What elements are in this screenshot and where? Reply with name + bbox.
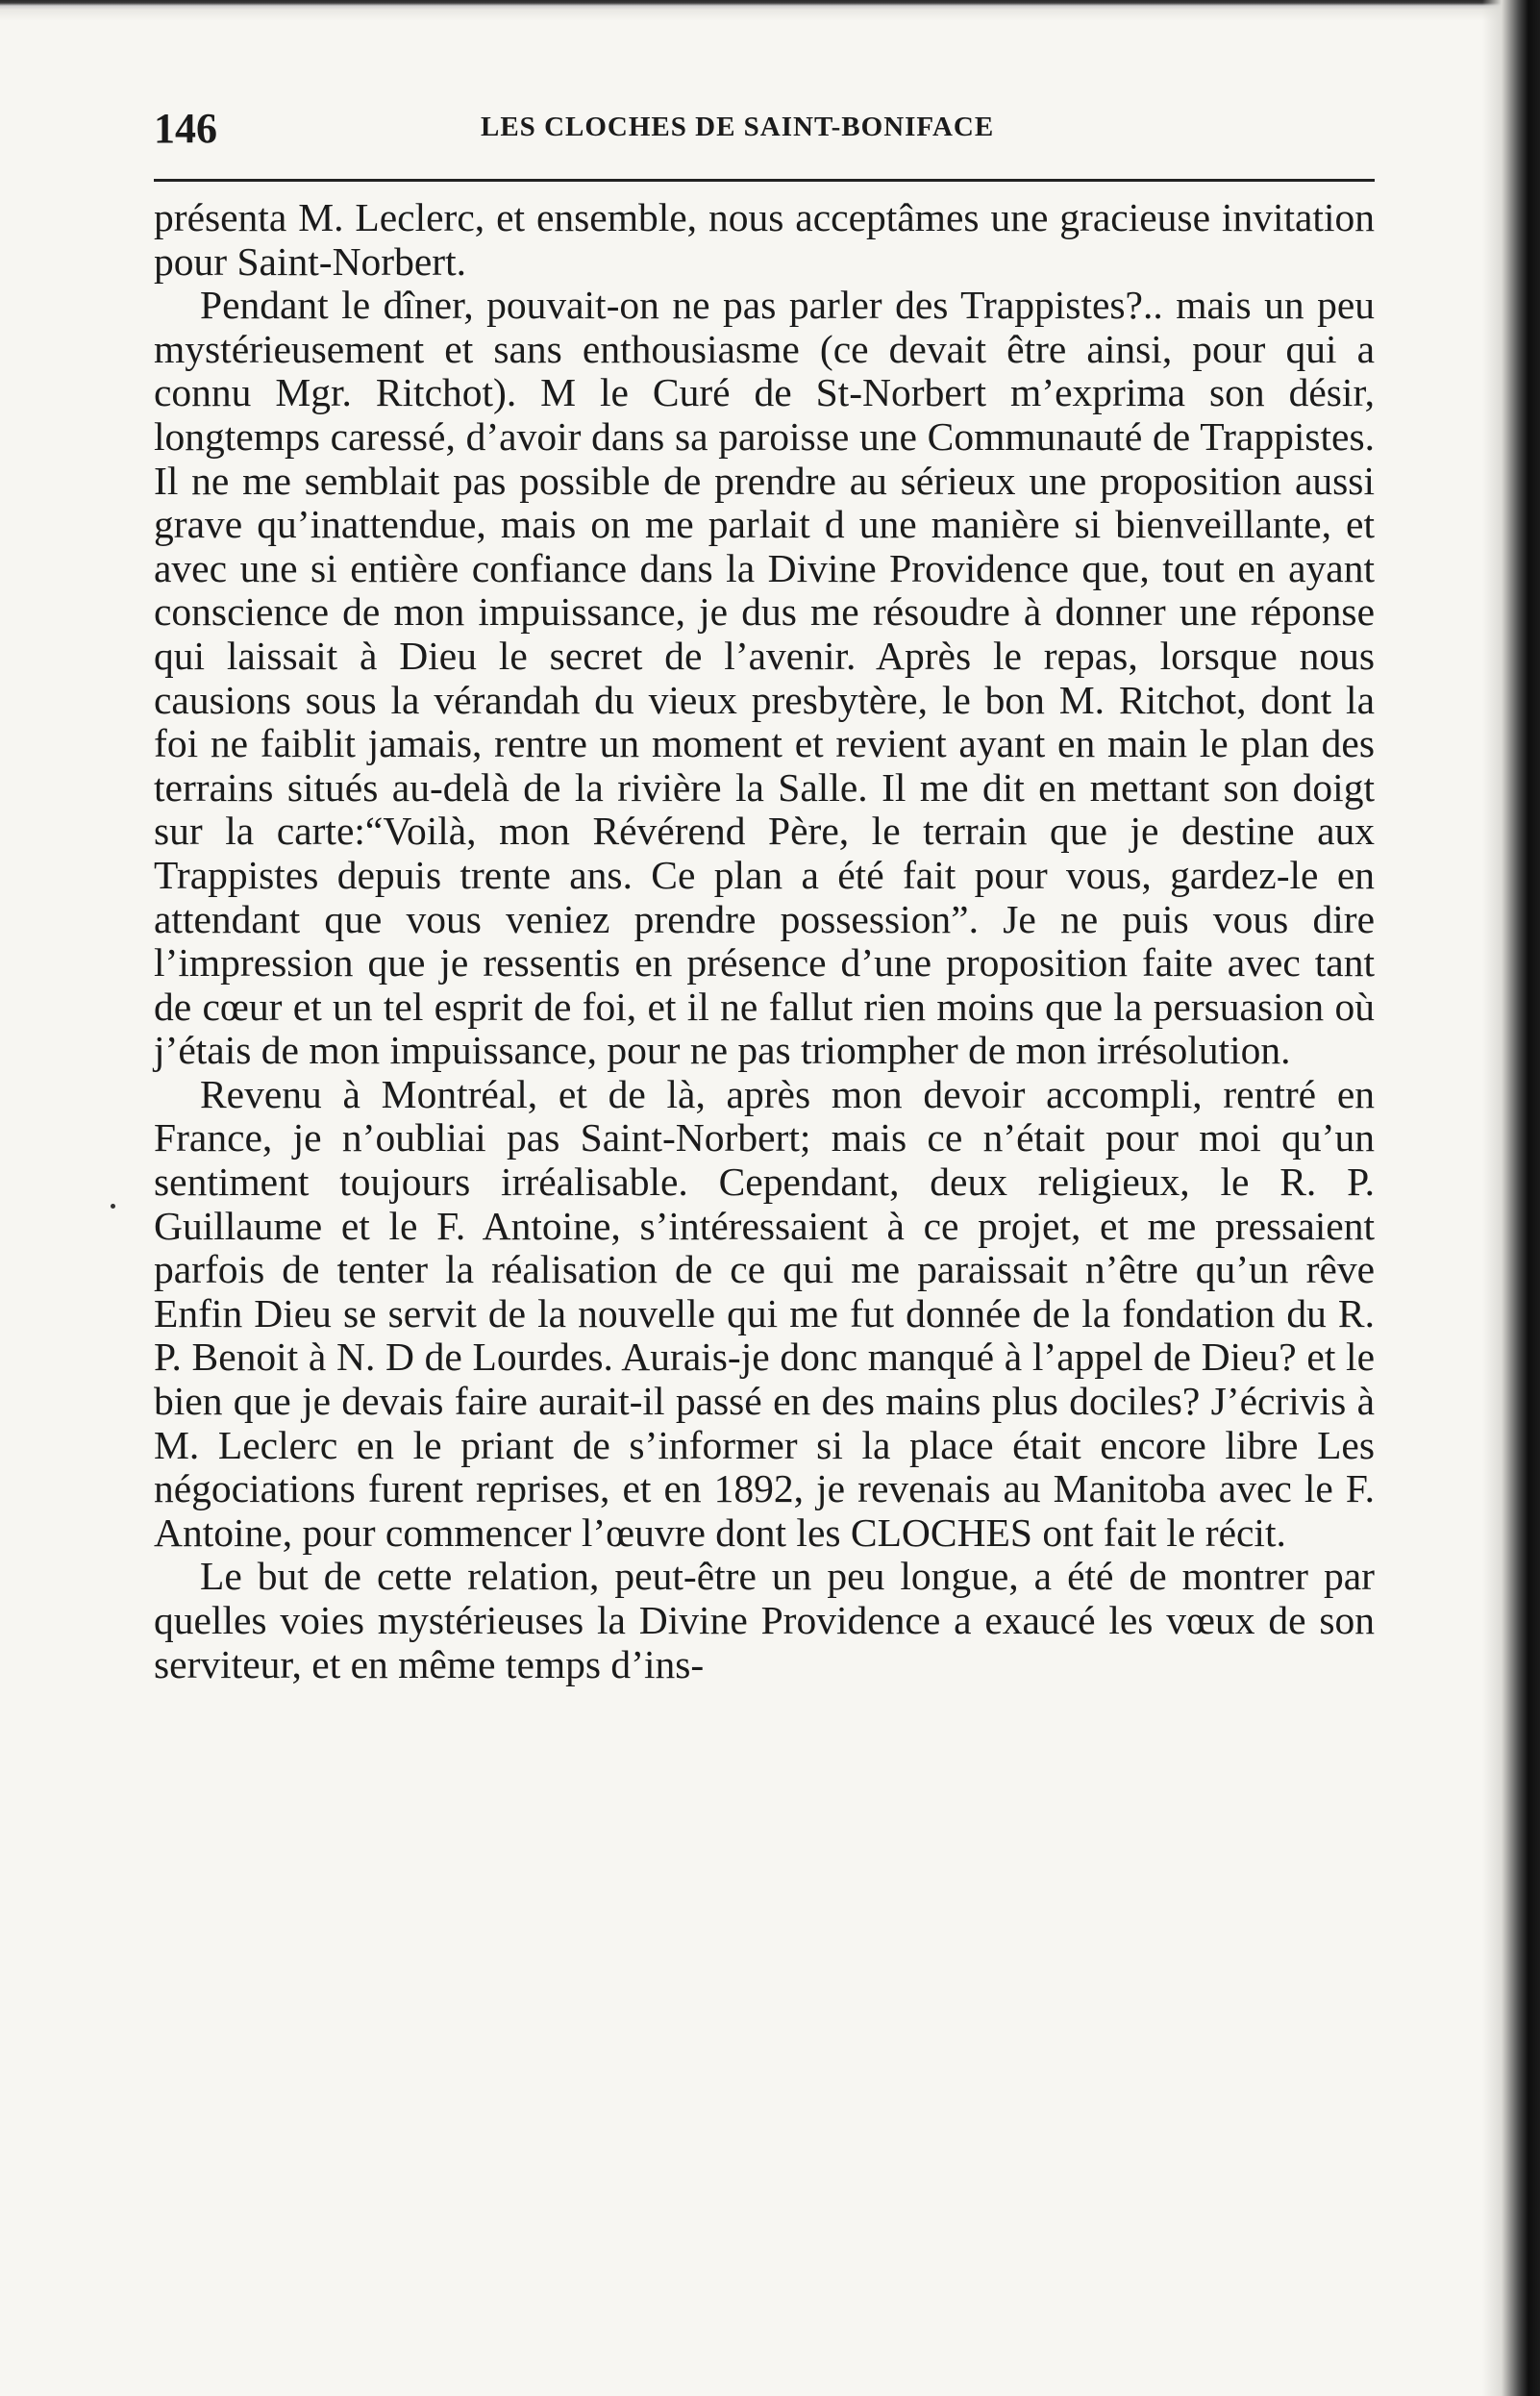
page-number: 146 — [154, 105, 217, 152]
header-rule — [154, 179, 1375, 182]
scan-top-edge — [0, 0, 1540, 21]
scan-right-edge — [1482, 0, 1540, 2396]
paragraph-1: présenta M. Leclerc, et ensemble, nous acceptâmes une gracieuse invitation pour Saint-Norbert. — [154, 195, 1375, 284]
ink-speck — [111, 1204, 115, 1209]
paragraph-2: Pendant le dîner, pouvait-on ne pas parler des Trappistes?.. mais un peu mystérieusement et sans enthousiasme (ce devait être ainsi, pour qui a connu Mgr. Ritchot). M le Curé de St-Norbert m’exprima son désir, longtemps caressé, d’avoir dans sa paroisse une Communauté de Trappistes. Il ne me semblait pas possible de prendre au sérieux une proposition aussi grave qu’inattendue, mais on me parlait d une manière si bienveillante, et avec une si entière confiance dans la Divine Providence que, tout en ayant conscience de mon impuissance, je dus me résoudre à donner une réponse qui laissait à Dieu le secret de l’avenir. Après le repas, lorsque nous causions sous la vérandah du vieux presbytère, le bon M. Ritchot, dont la foi ne faiblit jamais, rentre un moment et revient ayant en main le plan des terrains situés au-delà de la rivière la Salle. Il me dit en mettant son doigt sur la carte:“Voilà, mon Révérend Père, le terrain que je destine aux Trappistes depuis trente ans. Ce plan a été fait pour vous, gardez-le en attendant que vous veniez prendre possession”. Je ne puis vous dire l’impression que je ressentis en présence d’une proposition faite avec tant de cœur et un tel esprit de foi, et il ne fallut rien moins que la persuasion où j’étais de mon impuissance, pour ne pas triompher de mon irrésolution. — [154, 283, 1375, 1073]
running-title: LES CLOCHES DE SAINT-BONIFACE — [481, 112, 995, 142]
body-text — [154, 196, 1375, 1686]
page-header — [154, 96, 1375, 154]
paragraph-4: Le but de cette relation, peut-être un peu longue, a été de montrer par quelles voies mystérieuses la Divine Providence a exaucé les vœux de son serviteur, et en même temps d’ins- — [154, 1554, 1375, 1686]
paragraph-3: Revenu à Montréal, et de là, après mon devoir accompli, rentré en France, je n’oubliai pas Saint-Norbert; mais ce n’était pour moi qu’un sentiment toujours irréalisable. Cependant, deux religieux, le R. P. Guillaume et le F. Antoine, s’intéressaient à ce projet, et me pressaient parfois de tenter la réalisation de ce qui me paraissait n’être qu’un rêve Enfin Dieu se servit de la nouvelle qui me fut donnée de la fondation du R. P. Benoit à N. D de Lourdes. Aurais-je donc manqué à l’appel de Dieu? et le bien que je devais faire aurait-il passé en des mains plus dociles? J’écrivis à M. Leclerc en le priant de s’informer si la place était encore libre Les négociations furent reprises, et en 1892, je revenais au Manitoba avec le F. Antoine, pour commencer l’œuvre dont les CLOCHES ont fait le récit. — [154, 1071, 1375, 1555]
